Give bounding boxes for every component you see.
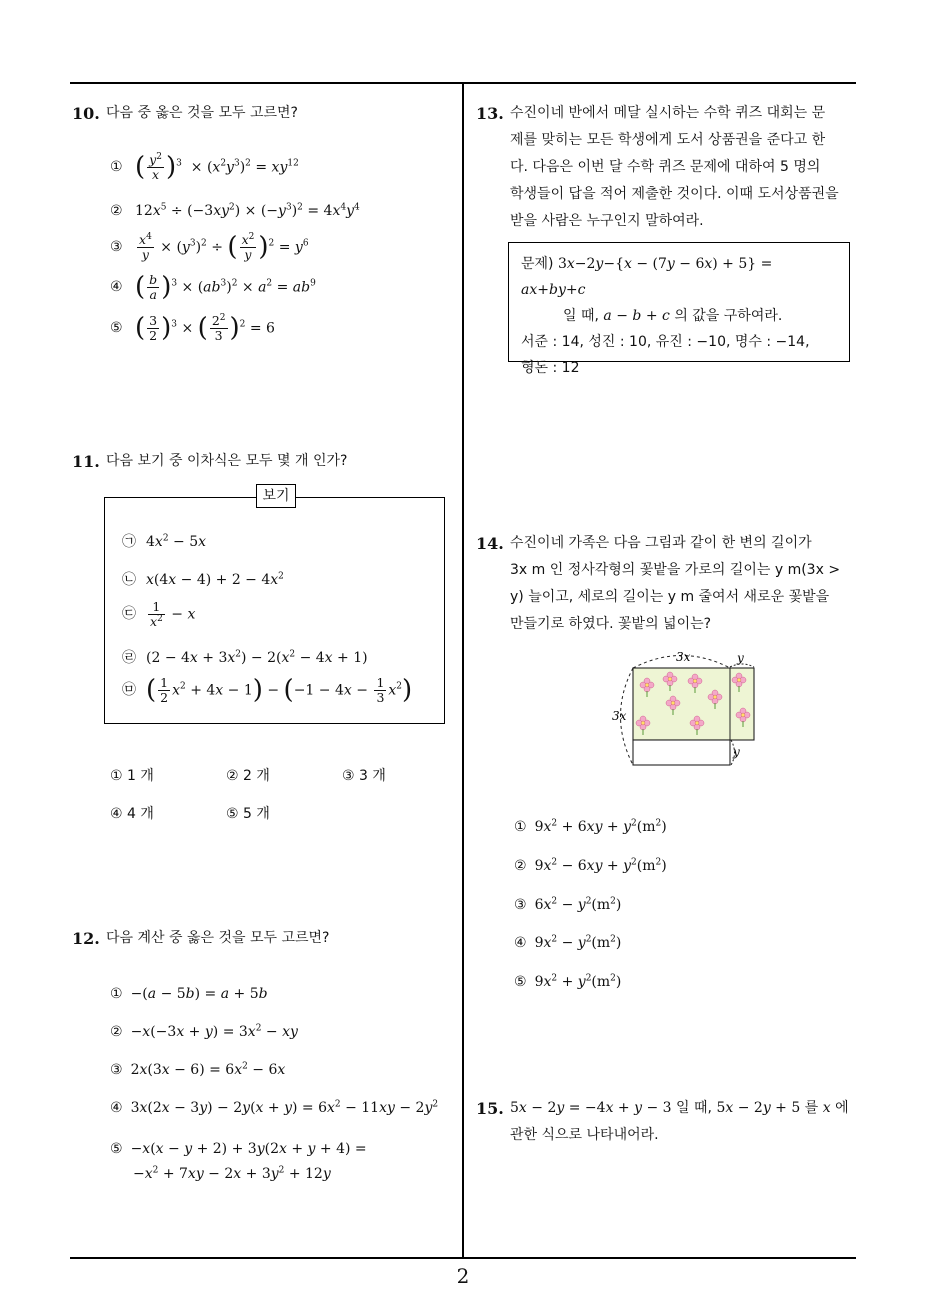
question-number: 13.	[476, 104, 504, 123]
problem-box	[508, 242, 850, 376]
choice-number: ④	[110, 279, 123, 296]
choice-number: ②	[110, 1024, 123, 1040]
label-top: 3x	[676, 650, 691, 664]
q14-option-2[interactable]: ② $9x^2 - 6xy + y^2(m^2)$	[514, 857, 667, 874]
choice-number: ③	[514, 897, 527, 913]
q12-option-5-continued: $-x^2 + 7xy - 2x + 3y^2 + 12y$	[133, 1165, 331, 1182]
question-13	[476, 100, 856, 235]
choice-number: ④	[110, 1100, 123, 1116]
choice-number: ①	[110, 986, 123, 1002]
q14-option-3[interactable]: ③ $6x^2 - y^2(m^2)$	[514, 896, 622, 913]
question-line: 수진이네 가족은 다음 그림과 같이 한 변의 길이가	[510, 535, 812, 551]
question-11	[72, 448, 452, 475]
question-text	[510, 530, 856, 638]
problem-line: 일 때, a − b + c 의 값을 구하여라.	[563, 308, 783, 324]
choice-number: ④	[514, 935, 527, 951]
flower-bed-figure	[600, 645, 770, 770]
answers-line: 서준 : 14, 성진 : 10, 유진 : −10, 명수 : −14,	[521, 334, 810, 350]
question-line: 5x − 2y = −4x + y − 3 일 때, 5x − 2y + 5 를 x 에	[510, 1100, 849, 1116]
question-text	[510, 100, 856, 235]
q10-option-5[interactable]: ⑤ ( $\frac{3}{2}$ )$^3$ × ( $\frac{2^2}{3}$ )$^2$ = 6	[110, 312, 275, 344]
choice-number: ①	[110, 159, 123, 176]
question-12	[72, 925, 452, 952]
question-text: 다음 계산 중 옳은 것을 모두 고르면?	[106, 930, 330, 946]
choice-number: ③	[110, 1062, 123, 1078]
q11-choice-4[interactable]: ④ 4 개	[110, 806, 154, 822]
choice-number: ⑤	[110, 320, 123, 337]
q12-option-3[interactable]: ③ $2x(3x - 6) = 6x^2 - 6x$	[110, 1061, 286, 1078]
bottom-rule	[70, 1257, 856, 1259]
q10-option-2[interactable]: ② $12x^5 \div (-3xy^2) \times (-y^3)^2 = 4x^4y^4$	[110, 202, 360, 219]
label-left: 3x	[612, 709, 627, 723]
bogi-item-5: ㉤ ( $\frac{1}{2}$ $x^2 + 4x - 1) - (-1 - 4x$ − $\frac{1}{3}$ $x^2$)	[122, 675, 413, 706]
question-line: 만들기로 하였다. 꽃밭의 넓이는?	[510, 616, 712, 632]
question-line: 관한 식으로 나타내어라.	[510, 1127, 659, 1143]
q11-choice-1[interactable]: ① 1 개	[110, 768, 154, 784]
question-text: 다음 중 옳은 것을 모두 고르면?	[106, 105, 298, 121]
q11-choice-3[interactable]: ③ 3 개	[342, 768, 386, 784]
q14-option-1[interactable]: ① $9x^2 + 6xy + y^2(m^2)$	[514, 818, 667, 835]
q12-option-1[interactable]: ① −(a − 5b) = a + 5b	[110, 986, 268, 1002]
bogi-item-4: ㉣ $(2 - 4x + 3x^2) - 2(x^2 - 4x + 1)$	[122, 649, 368, 666]
question-number: 14.	[476, 534, 504, 553]
label-top-right: y	[737, 651, 744, 665]
question-text	[510, 1095, 862, 1149]
question-line: 다. 다음은 이번 달 수학 퀴즈 문제에 대하여 5 명의	[510, 159, 821, 175]
question-line: 제를 맞히는 모든 학생에게 도서 상품권을 준다고 한	[510, 132, 826, 148]
question-line: 3x m 인 정사각형의 꽃밭을 가로의 길이는 y m(3x >	[510, 562, 841, 578]
q10-option-3[interactable]: ③ $\frac{x^4}{y}$ × $(y^3)^2$ ÷ ( $\frac{x^2}{y}$ )$^2 = y^6$	[110, 231, 309, 263]
choice-number: ②	[110, 203, 123, 219]
question-line: 수진이네 반에서 메달 실시하는 수학 퀴즈 대회는 문	[510, 105, 826, 121]
question-number: 10.	[72, 104, 100, 123]
q12-option-2[interactable]: ② $-x(-3x + y) = 3x^2$ − xy	[110, 1023, 298, 1040]
q14-option-5[interactable]: ⑤ $9x^2 + y^2(m^2)$	[514, 973, 622, 990]
bogi-item-1: ㉠ $4x^2 - 5x$	[122, 533, 207, 550]
choice-number: ②	[514, 858, 527, 874]
question-14	[476, 530, 856, 638]
question-15	[476, 1095, 862, 1149]
question-line: 받을 사람은 누구인지 말하여라.	[510, 213, 704, 229]
choice-number: ①	[514, 819, 527, 835]
q11-choice-5[interactable]: ⑤ 5 개	[226, 806, 270, 822]
bogi-item-3: ㉢ $\frac{1}{x^2}$ − x	[122, 599, 196, 629]
removed-strip	[633, 740, 730, 765]
question-number: 15.	[476, 1099, 504, 1118]
label-bottom-right: y	[733, 745, 740, 759]
choice-number: ⑤	[514, 974, 527, 990]
q10-option-4[interactable]: ④ ( $\frac{b}{a}$ )$^3 \times (ab^3)^2 \times a^2 = ab^9$	[110, 272, 316, 303]
q14-option-4[interactable]: ④ $9x^2 - y^2(m^2)$	[514, 934, 622, 951]
answers-line: 형돈 : 12	[521, 360, 580, 376]
question-10	[72, 100, 452, 127]
question-text: 다음 보기 중 이차식은 모두 몇 개 인가?	[106, 453, 348, 469]
choice-number: ⑤	[110, 1141, 123, 1157]
choice-number: ③	[110, 239, 123, 256]
bogi-label: 보기	[256, 484, 296, 508]
q12-option-5[interactable]: ⑤ −x(x − y + 2) + 3y(2x + y + 4) =	[110, 1141, 367, 1157]
question-number: 11.	[72, 452, 100, 471]
problem-line: 문제) 3x−2y−{x − (7y − 6x) + 5} = ax+by+c	[521, 256, 773, 298]
q12-option-4[interactable]: ④ $3x(2x - 3y) - 2y(x + y) = 6x^2 - 11xy - 2y^2$	[110, 1099, 439, 1116]
question-number: 12.	[72, 929, 100, 948]
page-number: 2	[456, 1264, 470, 1288]
q11-choice-2[interactable]: ② 2 개	[226, 768, 270, 784]
question-line: 학생들이 답을 적어 제출한 것이다. 이때 도서상품권을	[510, 186, 839, 202]
q10-option-1[interactable]: ① ( $\frac{y^2}{x}$ )$^3 \times (x^2y^3)^2 = xy^{12}$	[110, 151, 299, 183]
bogi-item-2: ㉡ $x(4x - 4) + 2 - 4x^2$	[122, 571, 284, 588]
question-line: y) 늘이고, 세로의 길이는 y m 줄여서 새로운 꽃밭을	[510, 589, 830, 605]
column-divider	[462, 82, 464, 1258]
